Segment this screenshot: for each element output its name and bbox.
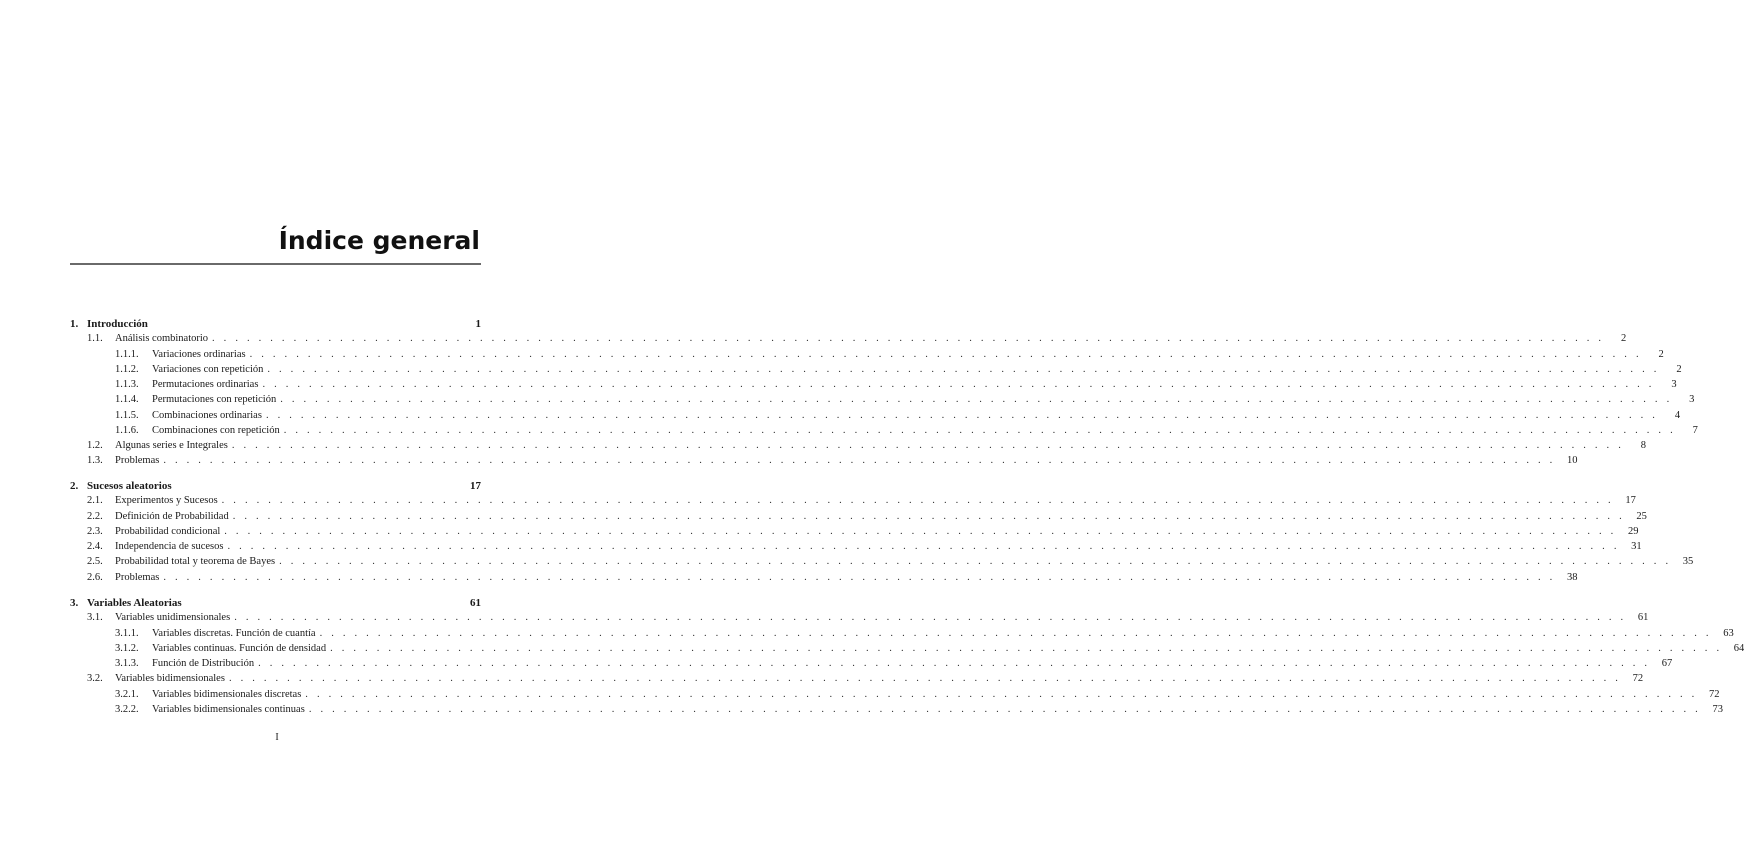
toc-subsection[interactable] — [115, 393, 1695, 407]
toc-subsection[interactable] — [115, 363, 1682, 377]
entry-title: Independencia de sucesos — [115, 541, 224, 552]
page-number: I — [275, 732, 279, 743]
entry-page: 2 — [1676, 363, 1682, 375]
entry-number: 1.2. — [87, 440, 103, 451]
toc-section[interactable] — [87, 454, 1578, 468]
toc-section[interactable] — [87, 439, 1647, 453]
entry-number: 1.1.5. — [115, 409, 139, 421]
toc-section[interactable] — [87, 672, 1644, 686]
entry-title: Probabilidad condicional — [115, 525, 221, 537]
toc-chapter[interactable] — [70, 317, 481, 331]
entry-number: 1.1.2. — [115, 363, 139, 375]
entry-number: 3.1.2. — [115, 642, 139, 654]
entry-title: Variables bidimensionales discretas — [152, 688, 302, 700]
page-title: Índice general — [278, 226, 480, 255]
toc-subsection[interactable] — [115, 688, 1720, 702]
toc-section[interactable] — [87, 611, 1649, 625]
entry-title: Variables bidimensionales — [115, 673, 225, 685]
chapter-number: 1. — [70, 318, 79, 330]
entry-title: Problemas — [115, 571, 160, 583]
entry-page: 3 — [1689, 394, 1695, 406]
dot-leader: . . . . . . . . . . . . . . . . . . . . . . . . . . . . . . . . . . . . . . . . . . . . . . . . . . . . . . . . . . . . . . . . . . . . . . . . . . . . . . . . . . . . . . . . . . . . . . . . . . . . . . . . . . . . . . . . . . . . . . . . — [163, 571, 1556, 583]
toc-chapter[interactable] — [70, 596, 481, 610]
toc-subsection[interactable] — [115, 424, 1698, 438]
entry-number: 2.5. — [87, 556, 103, 568]
entry-title: Variables unidimensionales — [115, 612, 231, 624]
dot-leader: . . . . . . . . . . . . . . . . . . . . . . . . . . . . . . . . . . . . . . . . . . . . . . . . . . . . . . . . . . . . . . . . . . . . . . . . . . . . . . . . . . . . . . . . . . . . . . . . . . . . . . . . . . . . . . . . . . . . . . . . — [224, 525, 1617, 537]
toc-section[interactable] — [87, 494, 1636, 508]
dot-leader: . . . . . . . . . . . . . . . . . . . . . . . . . . . . . . . . . . . . . . . . . . . . . . . . . . . . . . . . . . . . . . . . . . . . . . . . . . . . . . . . . . . . . . . . . . . . . . . . . . . . . . . . . . . . . . . . . . . . . . . . — [234, 612, 1627, 624]
entry-page: 67 — [1661, 658, 1673, 669]
dot-leader: . . . . . . . . . . . . . . . . . . . . . . . . . . . . . . . . . . . . . . . . . . . . . . . . . . . . . . . . . . . . . . . . . . . . . . . . . . . . . . . . . . . . . . . . . . . . . . . . . . . . . . . . . . . . . . . . . . . . . . . . — [249, 348, 1642, 360]
entry-title: Experimentos y Sucesos — [115, 495, 218, 507]
toc-subsection[interactable] — [115, 409, 1681, 423]
dot-leader: . . . . . . . . . . . . . . . . . . . . . . . . . . . . . . . . . . . . . . . . . . . . . . . . . . . . . . . . . . . . . . . . . . . . . . . . . . . . . . . . . . . . . . . . . . . . . . . . . . . . . . . . . . . . . . . . . . . . . . . . — [258, 658, 1651, 669]
entry-title: Variaciones con repetición — [152, 363, 264, 375]
entry-number: 1.1.4. — [115, 394, 139, 406]
entry-title: Problemas — [115, 455, 160, 467]
dot-leader: . . . . . . . . . . . . . . . . . . . . . . . . . . . . . . . . . . . . . . . . . . . . . . . . . . . . . . . . . . . . . . . . . . . . . . . . . . . . . . . . . . . . . . . . . . . . . . . . . . . . . . . . . . . . . . . . . . . . . . . . — [319, 627, 1712, 639]
entry-number: 1.1.1. — [115, 348, 139, 360]
entry-number: 3.1.1. — [115, 627, 139, 639]
toc-subsection[interactable] — [115, 657, 1673, 671]
dot-leader: . . . . . . . . . . . . . . . . . . . . . . . . . . . . . . . . . . . . . . . . . . . . . . . . . . . . . . . . . . . . . . . . . . . . . . . . . . . . . . . . . . . . . . . . . . . . . . . . . . . . . . . . . . . . . . . . . . . . . . . . — [280, 394, 1673, 406]
toc-subsection[interactable] — [115, 378, 1677, 392]
dot-leader: . . . . . . . . . . . . . . . . . . . . . . . . . . . . . . . . . . . . . . . . . . . . . . . . . . . . . . . . . . . . . . . . . . . . . . . . . . . . . . . . . . . . . . . . . . . . . . . . . . . . . . . . . . . . . . . . . . . . . . . . — [305, 688, 1698, 700]
entry-number: 1.1.6. — [115, 424, 139, 436]
entry-title: Probabilidad total y teorema de Bayes — [115, 556, 276, 568]
dot-leader: . . . . . . . . . . . . . . . . . . . . . . . . . . . . . . . . . . . . . . . . . . . . . . . . . . . . . . . . . . . . . . . . . . . . . . . . . . . . . . . . . . . . . . . . . . . . . . . . . . . . . . . . . . . . . . . . . . . . . . . . — [221, 495, 1614, 507]
entry-number: 3.2. — [87, 673, 103, 685]
entry-title: Variables bidimensionales continuas — [152, 703, 305, 715]
entry-page: 29 — [1627, 525, 1639, 537]
entry-number: 2.2. — [87, 510, 103, 522]
entry-number: 2.3. — [87, 525, 103, 537]
dot-leader: . . . . . . . . . . . . . . . . . . . . . . . . . . . . . . . . . . . . . . . . . . . . . . . . . . . . . . . . . . . . . . . . . . . . . . . . . . . . . . . . . . . . . . . . . . . . . . . . . . . . . . . . . . . . . . . . . . . . . . . . — [279, 556, 1672, 568]
entry-title: Algunas series e Integrales — [115, 440, 228, 451]
entry-page: 72 — [1632, 673, 1644, 685]
dot-leader: . . . . . . . . . . . . . . . . . . . . . . . . . . . . . . . . . . . . . . . . . . . . . . . . . . . . . . . . . . . . . . . . . . . . . . . . . . . . . . . . . . . . . . . . . . . . . . . . . . . . . . . . . . . . . . . . . . . . . . . . — [231, 440, 1625, 451]
entry-title: Combinaciones ordinarias — [152, 409, 262, 421]
entry-page: 64 — [1733, 642, 1744, 654]
entry-number: 3.2.2. — [115, 703, 139, 715]
chapter-page: 61 — [470, 597, 481, 609]
chapter-number: 3. — [70, 597, 79, 609]
entry-title: Permutaciones con repetición — [152, 394, 277, 406]
entry-number: 3.1.3. — [115, 658, 139, 669]
entry-page: 10 — [1567, 455, 1578, 467]
entry-page: 3 — [1671, 379, 1677, 390]
toc-subsection[interactable] — [115, 703, 1723, 717]
entry-title: Permutaciones ordinarias — [152, 379, 259, 390]
dot-leader: . . . . . . . . . . . . . . . . . . . . . . . . . . . . . . . . . . . . . . . . . . . . . . . . . . . . . . . . . . . . . . . . . . . . . . . . . . . . . . . . . . . . . . . . . . . . . . . . . . . . . . . . . . . . . . . . . . . . . . . . — [232, 510, 1625, 522]
toc-subsection[interactable] — [115, 642, 1744, 656]
chapter-number: 2. — [70, 480, 79, 492]
chapter-page: 1 — [475, 318, 481, 330]
toc-section[interactable] — [87, 555, 1694, 569]
chapter-title: Introducción — [87, 318, 148, 330]
entry-page: 2 — [1658, 348, 1664, 360]
toc-subsection[interactable] — [115, 348, 1664, 362]
entry-number: 2.6. — [87, 571, 103, 583]
entry-page: 31 — [1631, 541, 1642, 552]
title-rule — [70, 263, 481, 265]
entry-page: 2 — [1620, 333, 1627, 345]
entry-number: 3.1. — [87, 612, 103, 624]
entry-title: Función de Distribución — [152, 658, 255, 669]
dot-leader: . . . . . . . . . . . . . . . . . . . . . . . . . . . . . . . . . . . . . . . . . . . . . . . . . . . . . . . . . . . . . . . . . . . . . . . . . . . . . . . . . . . . . . . . . . . . . . . . . . . . . . . . . . . . . . . . . . . . . . . . — [163, 455, 1556, 467]
entry-title: Análisis combinatorio — [115, 333, 209, 345]
dot-leader: . . . . . . . . . . . . . . . . . . . . . . . . . . . . . . . . . . . . . . . . . . . . . . . . . . . . . . . . . . . . . . . . . . . . . . . . . . . . . . . . . . . . . . . . . . . . . . . . . . . . . . . . . . . . . . . . . . . . . . . . — [283, 424, 1676, 436]
toc-subsection[interactable] — [115, 627, 1734, 641]
dot-leader: . . . . . . . . . . . . . . . . . . . . . . . . . . . . . . . . . . . . . . . . . . . . . . . . . . . . . . . . . . . . . . . . . . . . . . . . . . . . . . . . . . . . . . . . . . . . . . . . . . . . . . . . . . . . . . . . . . . . . . . . — [265, 409, 1659, 421]
entry-title: Combinaciones con repetición — [152, 424, 280, 436]
entry-page: 7 — [1692, 424, 1698, 436]
entry-title: Variables discretas. Función de cuantía — [152, 627, 316, 639]
toc-section[interactable] — [87, 332, 1627, 346]
entry-title: Variaciones ordinarias — [152, 348, 246, 360]
entry-number: 1.1.3. — [115, 379, 139, 390]
entry-page: 8 — [1640, 440, 1647, 451]
entry-number: 1.1. — [87, 333, 103, 345]
dot-leader: . . . . . . . . . . . . . . . . . . . . . . . . . . . . . . . . . . . . . . . . . . . . . . . . . . . . . . . . . . . . . . . . . . . . . . . . . . . . . . . . . . . . . . . . . . . . . . . . . . . . . . . . . . . . . . . . . . . . . . . . — [267, 363, 1660, 375]
entry-page: 17 — [1625, 495, 1636, 507]
toc-chapter[interactable] — [70, 479, 481, 493]
toc-section[interactable] — [87, 540, 1642, 554]
entry-page: 35 — [1682, 556, 1694, 568]
entry-page: 38 — [1567, 571, 1578, 583]
toc-section[interactable] — [87, 510, 1647, 524]
dot-leader: . . . . . . . . . . . . . . . . . . . . . . . . . . . . . . . . . . . . . . . . . . . . . . . . . . . . . . . . . . . . . . . . . . . . . . . . . . . . . . . . . . . . . . . . . . . . . . . . . . . . . . . . . . . . . . . . . . . . . . . . — [227, 541, 1620, 552]
chapter-title: Sucesos aleatorios — [87, 480, 172, 492]
entry-page: 61 — [1637, 612, 1649, 624]
entry-number: 2.1. — [87, 495, 103, 507]
entry-number: 2.4. — [87, 541, 103, 552]
dot-leader: . . . . . . . . . . . . . . . . . . . . . . . . . . . . . . . . . . . . . . . . . . . . . . . . . . . . . . . . . . . . . . . . . . . . . . . . . . . . . . . . . . . . . . . . . . . . . . . . . . . . . . . . . . . . . . . . . . . . . . . . — [228, 673, 1622, 685]
chapter-page: 17 — [470, 480, 481, 492]
toc-section[interactable] — [87, 525, 1639, 539]
dot-leader: . . . . . . . . . . . . . . . . . . . . . . . . . . . . . . . . . . . . . . . . . . . . . . . . . . . . . . . . . . . . . . . . . . . . . . . . . . . . . . . . . . . . . . . . . . . . . . . . . . . . . . . . . . . . . . . . . . . . . . . . — [262, 379, 1655, 390]
entry-title: Definición de Probabilidad — [115, 510, 229, 522]
toc-section[interactable] — [87, 571, 1578, 585]
entry-title: Variables continuas. Función de densidad — [152, 642, 327, 654]
entry-number: 3.2.1. — [115, 688, 139, 700]
entry-page: 4 — [1674, 409, 1681, 421]
dot-leader: . . . . . . . . . . . . . . . . . . . . . . . . . . . . . . . . . . . . . . . . . . . . . . . . . . . . . . . . . . . . . . . . . . . . . . . . . . . . . . . . . . . . . . . . . . . . . . . . . . . . . . . . . . . . . . . . . . . . . . . . — [308, 703, 1701, 715]
chapter-title: Variables Aleatorias — [87, 597, 182, 609]
dot-leader: . . . . . . . . . . . . . . . . . . . . . . . . . . . . . . . . . . . . . . . . . . . . . . . . . . . . . . . . . . . . . . . . . . . . . . . . . . . . . . . . . . . . . . . . . . . . . . . . . . . . . . . . . . . . . . . . . . . . . . . . — [330, 642, 1723, 654]
entry-number: 1.3. — [87, 455, 103, 467]
entry-page: 63 — [1723, 627, 1734, 639]
entry-page: 72 — [1708, 688, 1720, 700]
entry-page: 25 — [1636, 510, 1647, 522]
dot-leader: . . . . . . . . . . . . . . . . . . . . . . . . . . . . . . . . . . . . . . . . . . . . . . . . . . . . . . . . . . . . . . . . . . . . . . . . . . . . . . . . . . . . . . . . . . . . . . . . . . . . . . . . . . . . . . . . . . . . . . . . — [212, 333, 1605, 345]
entry-page: 73 — [1712, 703, 1723, 715]
